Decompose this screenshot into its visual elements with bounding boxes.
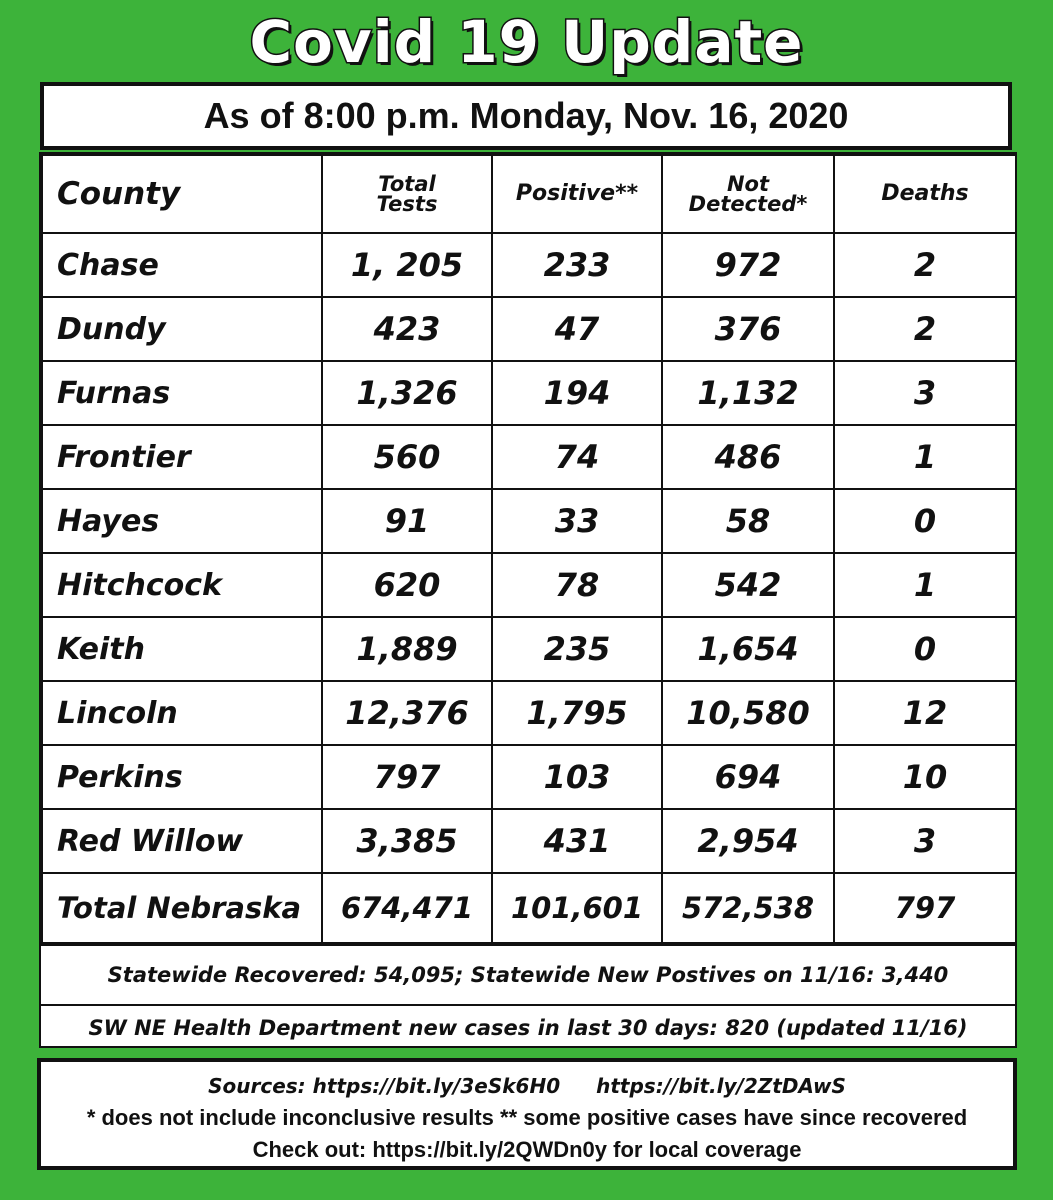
deaths-cell: 2 (834, 297, 1016, 361)
total-tests-cell: 1,326 (322, 361, 492, 425)
county-cell: Red Willow (42, 809, 322, 873)
positive-cell: 194 (492, 361, 662, 425)
county-cell: Furnas (42, 361, 322, 425)
table-row (42, 553, 1016, 617)
total-tests-cell: 797 (322, 745, 492, 809)
not-detected-cell: 1,132 (662, 361, 834, 425)
positive-cell: 33 (492, 489, 662, 553)
total-nebraska-row (42, 873, 1016, 943)
deaths-cell: 3 (834, 809, 1016, 873)
positive-cell: 74 (492, 425, 662, 489)
total-tests-cell: 3,385 (322, 809, 492, 873)
table-row (42, 233, 1016, 297)
table-row (42, 297, 1016, 361)
health-dept-note: SW NE Health Department new cases in last 30 days: 820 (updated 11/16) (41, 1004, 1015, 1046)
positive-cell: 47 (492, 297, 662, 361)
positive-cell: 1,795 (492, 681, 662, 745)
table-header-row (42, 155, 1016, 233)
total-not-detected-cell: 572,538 (662, 873, 834, 943)
not-detected-cell: 542 (662, 553, 834, 617)
check-out-line[interactable]: Check out: https://bit.ly/2QWDn0y for local coverage (252, 1137, 802, 1162)
deaths-cell: 1 (834, 553, 1016, 617)
positive-cell: 103 (492, 745, 662, 809)
not-detected-cell: 58 (662, 489, 834, 553)
total-tests-cell: 560 (322, 425, 492, 489)
header-positive: Positive** (492, 155, 662, 233)
total-deaths-cell: 797 (834, 873, 1016, 943)
sources-box (37, 1058, 1017, 1170)
header-total-tests-line1: Total (378, 172, 436, 196)
total-tests-cell: 674,471 (322, 873, 492, 943)
table-row (42, 361, 1016, 425)
positive-cell: 233 (492, 233, 662, 297)
positive-cell: 431 (492, 809, 662, 873)
not-detected-cell: 10,580 (662, 681, 834, 745)
table-row (42, 681, 1016, 745)
page-title: Covid 19 Update (249, 8, 804, 76)
total-tests-cell: 1, 205 (322, 233, 492, 297)
not-detected-cell: 376 (662, 297, 834, 361)
header-not-detected-line2: Detected* (688, 192, 808, 216)
deaths-cell: 12 (834, 681, 1016, 745)
deaths-cell: 0 (834, 489, 1016, 553)
county-cell: Hitchcock (42, 553, 322, 617)
total-positive-cell: 101,601 (492, 873, 662, 943)
table-row (42, 745, 1016, 809)
deaths-cell: 3 (834, 361, 1016, 425)
not-detected-cell: 486 (662, 425, 834, 489)
header-not-detected-line1: Not (726, 172, 770, 196)
header-total-tests-line2: Tests (376, 192, 438, 216)
total-tests-cell: 91 (322, 489, 492, 553)
county-cell: Frontier (42, 425, 322, 489)
county-cell: Hayes (42, 489, 322, 553)
not-detected-cell: 2,954 (662, 809, 834, 873)
county-cell: Perkins (42, 745, 322, 809)
total-county-cell: Total Nebraska (42, 873, 322, 943)
table-row (42, 425, 1016, 489)
not-detected-cell: 694 (662, 745, 834, 809)
county-cell: Lincoln (42, 681, 322, 745)
table-row (42, 809, 1016, 873)
footnote-line: * does not include inconclusive results ** some positive cases have since recovered (86, 1105, 968, 1130)
table-row (42, 489, 1016, 553)
header-deaths: Deaths (834, 155, 1016, 233)
header-county: County (42, 155, 322, 233)
table-row (42, 617, 1016, 681)
source-link-2[interactable]: https://bit.ly/2ZtDAwS (596, 1074, 846, 1098)
not-detected-cell: 1,654 (662, 617, 834, 681)
county-cell: Keith (42, 617, 322, 681)
total-tests-cell: 12,376 (322, 681, 492, 745)
deaths-cell: 0 (834, 617, 1016, 681)
statewide-note: Statewide Recovered: 54,095; Statewide New Postives on 11/16: 3,440 (41, 944, 1015, 1004)
total-tests-cell: 1,889 (322, 617, 492, 681)
source-link-1[interactable]: Sources: https://bit.ly/3eSk6H0 (208, 1074, 561, 1098)
header-total-tests (322, 155, 492, 233)
sources-line (41, 1070, 1013, 1102)
as-of-date-banner: As of 8:00 p.m. Monday, Nov. 16, 2020 (40, 82, 1012, 150)
total-tests-cell: 423 (322, 297, 492, 361)
positive-cell: 235 (492, 617, 662, 681)
county-stats-table (41, 154, 1017, 944)
deaths-cell: 10 (834, 745, 1016, 809)
county-cell: Dundy (42, 297, 322, 361)
positive-cell: 78 (492, 553, 662, 617)
covid-table-panel (39, 152, 1017, 1048)
header-not-detected (662, 155, 834, 233)
county-cell: Chase (42, 233, 322, 297)
not-detected-cell: 972 (662, 233, 834, 297)
deaths-cell: 1 (834, 425, 1016, 489)
total-tests-cell: 620 (322, 553, 492, 617)
deaths-cell: 2 (834, 233, 1016, 297)
